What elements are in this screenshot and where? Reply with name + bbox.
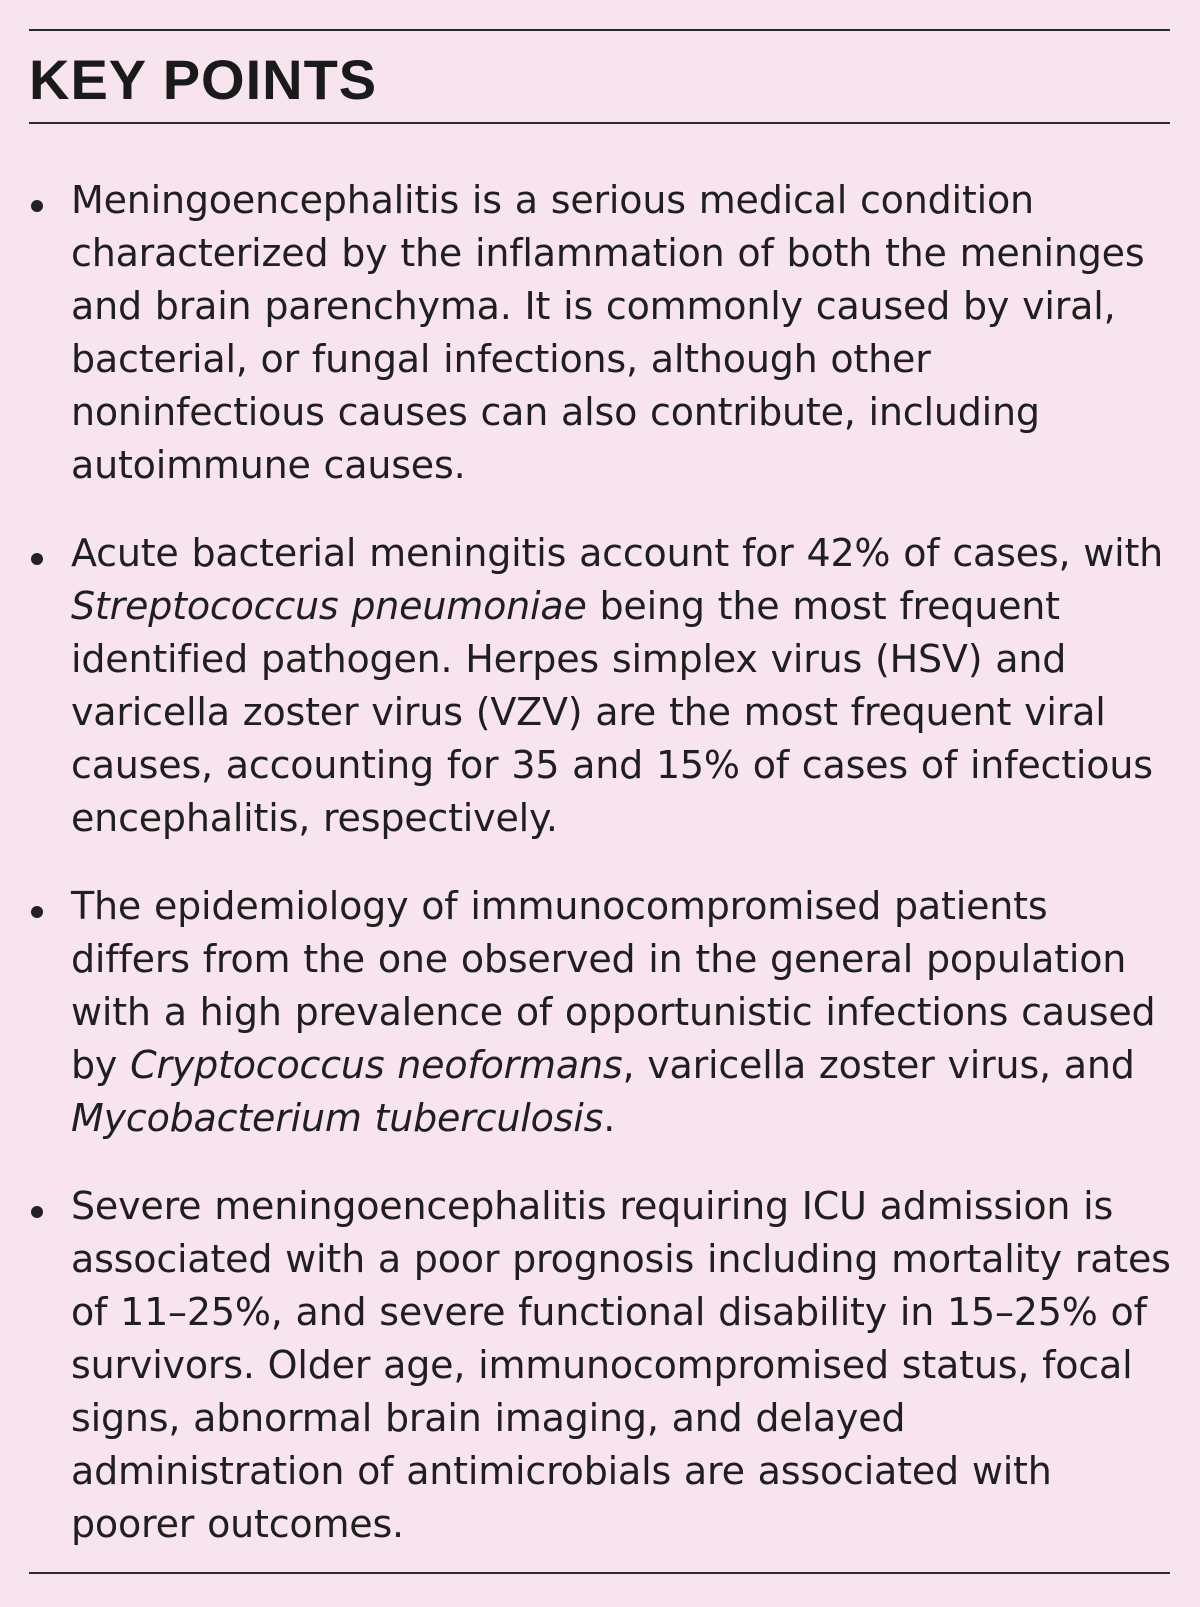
key-point-4	[29, 1180, 1179, 1551]
bullet-icon	[31, 200, 43, 212]
pathogen-name-streptococcus: Streptococcus pneumoniae	[71, 584, 587, 628]
pathogen-name-cryptococcus: Cryptococcus neoformans	[130, 1043, 623, 1087]
key-point-3-text-c: .	[603, 1096, 616, 1140]
key-points-list	[29, 174, 1179, 1586]
key-point-3-text-b: , varicella zoster virus, and	[622, 1043, 1135, 1087]
key-point-1	[29, 174, 1179, 492]
key-point-2-text-a: Acute bacterial meningitis account for 42% of cases, with	[71, 531, 1164, 575]
key-point-3	[29, 880, 1179, 1145]
key-point-2-text-b: being the most frequent identified pathogen. Herpes simplex virus (HSV) and varicella zoster virus (VZV) are the most frequent viral causes, accounting for 35 and 15% of cases of infectious encephalitis, respectively.	[71, 584, 1153, 840]
key-points-heading: KEY POINTS	[29, 48, 378, 111]
top-rule	[29, 29, 1170, 31]
key-point-3-text-a: The epidemiology of immunocompromised patients differs from the one observed in the general population with a high prevalence of opportunistic infections caused by	[71, 884, 1156, 1087]
bullet-icon	[31, 553, 43, 565]
key-point-1-text: Meningoencephalitis is a serious medical condition characterized by the inflammation of both the meninges and brain parenchyma. It is commonly caused by viral, bacterial, or fungal infections, although other noninfectious causes can also contribute, including autoimmune causes.	[71, 178, 1145, 487]
bullet-icon	[31, 906, 43, 918]
heading-rule	[29, 122, 1170, 124]
bottom-rule	[29, 1572, 1170, 1574]
bullet-icon	[31, 1206, 43, 1218]
pathogen-name-mycobacterium: Mycobacterium tuberculosis	[71, 1096, 604, 1140]
key-point-2	[29, 527, 1179, 845]
key-point-4-text: Severe meningoencephalitis requiring ICU admission is associated with a poor prognosis including mortality rates of 11–25%, and severe functional disability in 15–25% of survivors. Older age, immunocompromised status, focal signs, abnormal brain imaging, and delayed administration of antimicrobials are associated with poorer outcomes.	[71, 1184, 1171, 1546]
